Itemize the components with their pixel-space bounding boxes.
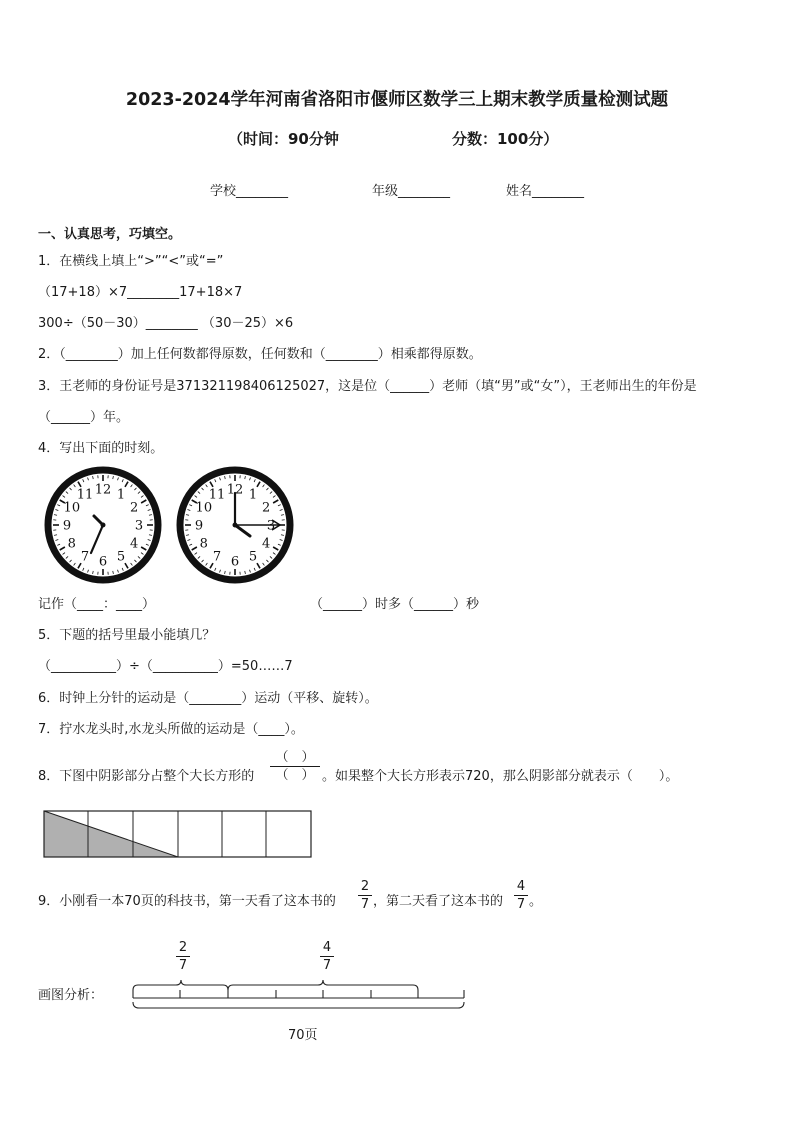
q6-text[interactable]: 6．时钟上分针的运动是（________）运动（平移、旋转）。 — [38, 691, 378, 706]
clock-number: 1 — [248, 487, 258, 503]
clock-number: 12 — [226, 482, 244, 498]
shaded-rectangle-figure — [43, 810, 313, 860]
q1-stem: 1．在横线上填上“>”“<”或“=” — [38, 254, 224, 269]
clock-number: 2 — [130, 500, 139, 516]
clock-number: 4 — [130, 536, 139, 552]
fraction-numerator[interactable]: （ ） — [275, 750, 315, 765]
clock-number: 3 — [134, 518, 144, 534]
clock-number: 6 — [98, 554, 108, 570]
q3-line2[interactable]: （______）年。 — [38, 410, 130, 425]
clock-number: 6 — [230, 554, 240, 570]
clock-number: 3 — [266, 518, 276, 534]
clock-number: 10 — [63, 500, 81, 516]
q4-stem: 4．写出下面的时刻。 — [38, 441, 164, 456]
brace-second-day — [228, 980, 418, 990]
q4-answer-right[interactable]: （______）时多（______）秒 — [310, 597, 480, 612]
q9-fraction-first: 2 7 — [358, 879, 372, 912]
clock-right — [176, 466, 294, 584]
q8-prefix: 8．下图中阴影部分占整个大长方形的 — [38, 769, 255, 784]
fraction-denominator[interactable]: （ ） — [275, 768, 315, 783]
clock-number: 11 — [76, 487, 94, 503]
q1-part-a[interactable]: （17+18）×7________17+18×7 — [38, 285, 243, 300]
clock-number: 7 — [80, 549, 90, 565]
total-pages-label: 70页 — [288, 1028, 318, 1043]
clock-number: 10 — [195, 500, 213, 516]
q9-middle: ，第二天看了这本书的 — [373, 894, 504, 909]
time-label: （时间：90分钟 — [228, 130, 339, 148]
q4-answer-left[interactable]: 记作（____：____） — [38, 597, 156, 612]
diagram-label: 画图分析： — [38, 988, 104, 1003]
school-field[interactable]: 学校________ — [210, 184, 289, 199]
clock-number: 4 — [262, 536, 271, 552]
brace-first-day — [133, 980, 228, 990]
clock-number: 1 — [116, 487, 126, 503]
score-label: 分数：100分） — [452, 130, 559, 148]
clock-number: 7 — [212, 549, 222, 565]
q8-suffix[interactable]: 。如果整个大长方形表示720，那么阴影部分就表示（ ）。 — [322, 769, 679, 784]
q9-prefix: 9．小刚看一本70页的科技书，第一天看了这本书的 — [38, 894, 336, 909]
total-brace — [133, 1002, 464, 1008]
clock-number: 5 — [248, 549, 258, 565]
clock-number: 11 — [208, 487, 226, 503]
q3-line1[interactable]: 3．王老师的身份证号是371321198406125027，这是位（______）老师（填“男”或“女”），王老师出生的年份是 — [38, 379, 697, 394]
q9-suffix: 。 — [529, 894, 543, 909]
q5-expression[interactable]: （__________）÷（__________）=50……7 — [38, 659, 293, 674]
clock-left — [44, 466, 162, 584]
q2-text[interactable]: 2．（________）加上任何数都得原数，任何数和（________）相乘都得原数。 — [38, 347, 482, 362]
q5-stem: 5．下题的括号里最小能填几？ — [38, 628, 216, 643]
brace-fraction-second: 4 7 — [320, 940, 334, 973]
brace-fraction-first: 2 7 — [176, 940, 190, 973]
clock-number: 8 — [67, 536, 76, 552]
page-title: 2023-2024学年河南省洛阳市偃师区数学三上期末教学质量检测试题 — [125, 90, 669, 110]
clock-number: 12 — [94, 482, 112, 498]
q8-fraction[interactable] — [270, 750, 320, 783]
clock-number: 9 — [194, 518, 204, 534]
segment-diagram — [128, 975, 473, 1020]
q7-text[interactable]: 7．拧水龙头时,水龙头所做的运动是（____）。 — [38, 722, 304, 737]
clock-number: 5 — [116, 549, 126, 565]
fraction-bar — [270, 766, 320, 767]
clock-number: 2 — [262, 500, 271, 516]
section-heading: 一、认真思考，巧填空。 — [38, 227, 182, 242]
clock-number: 8 — [199, 536, 208, 552]
clock-number: 9 — [62, 518, 72, 534]
name-field[interactable]: 姓名________ — [506, 184, 585, 199]
grade-field[interactable]: 年级________ — [372, 184, 451, 199]
q1-part-b[interactable]: 300÷（50－30）________ （30－25）×6 — [38, 316, 294, 331]
q9-fraction-second: 4 7 — [514, 879, 528, 912]
